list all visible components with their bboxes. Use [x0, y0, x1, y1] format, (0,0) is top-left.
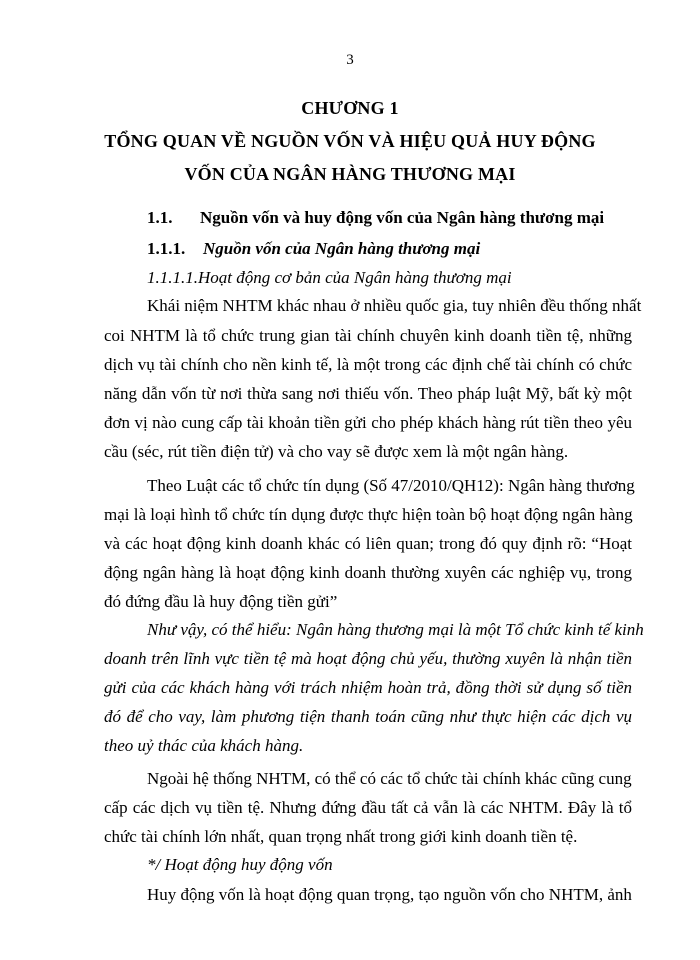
section-1-1-number: 1.1. [147, 208, 173, 227]
paragraph-3-line-2: doanh trên lĩnh vực tiền tệ mà hoạt động chủ yếu, thường xuyên là nhận tiền [104, 649, 632, 668]
section-1-1-1-title: Nguồn vốn của Ngân hàng thương mại [203, 239, 481, 258]
paragraph-1-line-1: Khái niệm NHTM khác nhau ở nhiều quốc gia, tuy nhiên đều thống nhất [147, 296, 642, 315]
chapter-title-line-1: TỔNG QUAN VỀ NGUỒN VỐN VÀ HIỆU QUẢ HUY ĐỘNG [104, 131, 596, 151]
section-1-1-1-number: 1.1.1. [147, 239, 186, 258]
page-number: 3 [346, 52, 354, 68]
paragraph-2-line-3: và các hoạt động kinh doanh khác có liên quan; trong đó quy định rõ: “Hoạt [104, 534, 632, 553]
section-1-1-title: Nguồn vốn và huy động vốn của Ngân hàng thương mại [200, 208, 605, 227]
paragraph-2-line-1: Theo Luật các tổ chức tín dụng (Số 47/2010/QH12): Ngân hàng thương [147, 476, 635, 495]
paragraph-4-line-1: Ngoài hệ thống NHTM, có thể có các tổ chức tài chính khác cũng cung [147, 769, 632, 788]
chapter-title-line-2: VỐN CỦA NGÂN HÀNG THƯƠNG MẠI [184, 164, 516, 184]
paragraph-3-line-5: theo uỷ thác của khách hàng. [104, 736, 304, 755]
paragraph-2-line-4: động ngân hàng là hoạt động kinh doanh thường xuyên các nghiệp vụ, trong [104, 563, 632, 582]
paragraph-1-line-2: coi NHTM là tổ chức trung gian tài chính chuyên kinh doanh tiền tệ, những [104, 326, 632, 345]
paragraph-2-line-5: đó đứng đầu là huy động tiền gửi” [104, 592, 338, 611]
paragraph-3-line-4: đó để cho vay, làm phương tiện thanh toán cũng như thực hiện các dịch vụ [104, 707, 632, 726]
section-1-1-1-1-heading: 1.1.1.1.Hoạt động cơ bản của Ngân hàng thương mại [147, 268, 512, 287]
paragraph-1-line-4: năng dẫn vốn từ nơi thừa sang nơi thiếu vốn. Theo pháp luật Mỹ, bất kỳ một [104, 384, 632, 403]
section-1-1-heading [147, 208, 631, 228]
paragraph-3-line-3: gửi của các khách hàng với trách nhiệm hoàn trả, đồng thời sử dụng số tiền [104, 678, 632, 697]
paragraph-1-line-3: dịch vụ tài chính cho nền kinh tế, là một trong các định chế tài chính có chức [104, 355, 632, 374]
chapter-label: CHƯƠNG 1 [301, 98, 399, 118]
paragraph-5-line-1: Huy động vốn là hoạt động quan trọng, tạo nguồn vốn cho NHTM, ảnh [147, 885, 632, 904]
paragraph-4-line-3: chức tài chính lớn nhất, quan trọng nhất trong giới kinh doanh tiền tệ. [104, 827, 578, 846]
section-1-1-1-heading [147, 239, 631, 259]
subheading-capital-mobilization: */ Hoạt động huy động vốn [147, 855, 333, 874]
paragraph-1-line-6: cầu (séc, rút tiền điện tử) và cho vay sẽ được xem là một ngân hàng. [104, 442, 569, 461]
paragraph-4-line-2: cấp các dịch vụ tiền tệ. Nhưng đứng đầu tất cả vẫn là các NHTM. Đây là tổ [104, 798, 632, 817]
paragraph-3-line-1: Như vậy, có thể hiểu: Ngân hàng thương mại là một Tổ chức kinh tế kinh [147, 620, 644, 639]
paragraph-2-line-2: mại là loại hình tổ chức tín dụng được thực hiện toàn bộ hoạt động ngân hàng [104, 505, 633, 524]
paragraph-1-line-5: đơn vị nào cung cấp tài khoản tiền gửi cho phép khách hàng rút tiền theo yêu [104, 413, 632, 432]
